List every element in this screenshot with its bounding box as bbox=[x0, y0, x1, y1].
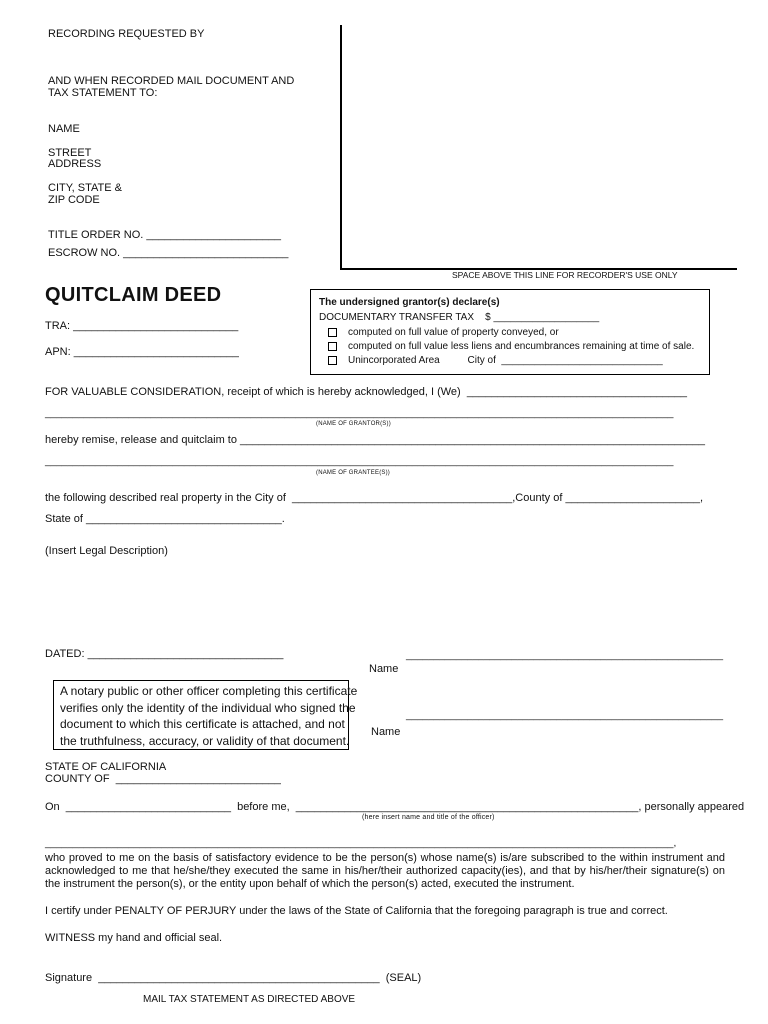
name-label: NAME bbox=[48, 123, 80, 135]
tra-field[interactable]: TRA: ___________________________ bbox=[45, 320, 239, 332]
grantor-name-line[interactable]: _________________________________________________________________________________________________________________ bbox=[45, 408, 674, 419]
notary-line: document to which this certificate is attached, and not bbox=[60, 717, 345, 731]
street-label-2: ADDRESS bbox=[48, 158, 102, 170]
grantor-caption: (NAME OF GRANTOR(S)) bbox=[316, 421, 391, 427]
apn-field[interactable]: APN: ___________________________ bbox=[45, 346, 239, 358]
officer-caption: (here insert name and title of the officer) bbox=[362, 814, 495, 821]
mail-to-label-2: TAX STATEMENT TO: bbox=[48, 87, 158, 99]
on-date-before-me-text[interactable]: On ___________________________ before me, ________________________________________________________, personally appeared bbox=[45, 801, 745, 813]
consideration-text[interactable]: FOR VALUABLE CONSIDERATION, receipt of which is hereby acknowledged, I (We) ____________________________________ bbox=[45, 386, 688, 398]
header-divider-vertical bbox=[340, 25, 342, 268]
mail-tax-statement-note: MAIL TAX STATEMENT AS DIRECTED ABOVE bbox=[143, 994, 356, 1005]
grantee-caption: (NAME OF GRANTEE(S)) bbox=[316, 470, 390, 476]
notary-line: the truthfulness, accuracy, or validity of that document. bbox=[60, 733, 350, 748]
unincorporated-checkbox[interactable] bbox=[328, 356, 337, 365]
name-label-2: Name bbox=[371, 726, 401, 738]
full-value-label: computed on full value of property conveyed, or bbox=[348, 327, 559, 338]
county-of-field[interactable]: COUNTY OF ___________________________ bbox=[45, 773, 281, 785]
grantee-name-line[interactable]: _________________________________________________________________________________________________________________ bbox=[45, 456, 674, 467]
state-of-california-label: STATE OF CALIFORNIA bbox=[45, 761, 167, 773]
state-field[interactable]: State of ________________________________. bbox=[45, 513, 285, 525]
witness-text: WITNESS my hand and official seal. bbox=[45, 932, 223, 944]
certify-text: I certify under PENALTY OF PERJURY under the laws of the State of California that the foregoing paragraph is true and correct. bbox=[45, 905, 668, 917]
proved-paragraph: who proved to me on the basis of satisfactory evidence to be the person(s) whose name(s) is/are subscribed to the within instrument and acknowledged to me that he/she/they executed the same in his/her/their authorized capacity(ies), and that by his/her/their signature(s) on the instrument the person(s), or the entity upon behalf of which the person(s) acted, executed the instrument. bbox=[45, 852, 725, 890]
signature-line-1[interactable]: _________________________________________________________ bbox=[406, 650, 724, 661]
unincorporated-label: Unincorporated Area City of _____________________________ bbox=[348, 355, 663, 366]
city-label-2: ZIP CODE bbox=[48, 194, 100, 206]
documentary-transfer-tax-field[interactable]: DOCUMENTARY TRANSFER TAX $ ___________________ bbox=[319, 312, 600, 323]
mail-to-label-1: AND WHEN RECORDED MAIL DOCUMENT AND bbox=[48, 75, 295, 87]
escrow-field[interactable]: ESCROW NO. ___________________________ bbox=[48, 247, 289, 259]
transfer-tax-box bbox=[310, 289, 710, 375]
notary-disclaimer-box bbox=[53, 680, 358, 750]
property-city-county-text[interactable]: the following described real property in the City of ____________________________________,County of ______________________, bbox=[45, 492, 704, 504]
city-label-1: CITY, STATE & bbox=[48, 182, 122, 194]
dated-field[interactable]: DATED: ________________________________ bbox=[45, 648, 284, 660]
signature-field[interactable]: Signature ______________________________________________ (SEAL) bbox=[45, 972, 422, 984]
tax-box-heading: The undersigned grantor(s) declare(s) bbox=[319, 297, 500, 308]
personally-appeared-line[interactable]: _________________________________________________________________________________________________________________, bbox=[45, 838, 677, 849]
less-liens-checkbox[interactable] bbox=[328, 342, 337, 351]
recorder-space-note: SPACE ABOVE THIS LINE FOR RECORDER'S USE ONLY bbox=[452, 270, 678, 280]
notary-line: verifies only the identity of the individual who signed the bbox=[60, 700, 356, 715]
full-value-checkbox[interactable] bbox=[328, 328, 337, 337]
less-liens-label: computed on full value less liens and encumbrances remaining at time of sale. bbox=[348, 341, 695, 352]
title-order-field[interactable]: TITLE ORDER NO. ______________________ bbox=[48, 229, 281, 241]
recording-requested-label: RECORDING REQUESTED BY bbox=[48, 28, 205, 40]
remise-text[interactable]: hereby remise, release and quitclaim to ____________________________________________________________________________ bbox=[45, 434, 705, 446]
notary-line: A notary public or other officer completing this certificate bbox=[60, 684, 358, 698]
street-label-1: STREET bbox=[48, 147, 92, 159]
signature-line-2[interactable]: _________________________________________________________ bbox=[406, 710, 724, 721]
name-label-1: Name bbox=[369, 663, 399, 675]
page-title: QUITCLAIM DEED bbox=[45, 284, 222, 306]
legal-description-placeholder: (Insert Legal Description) bbox=[45, 545, 168, 557]
